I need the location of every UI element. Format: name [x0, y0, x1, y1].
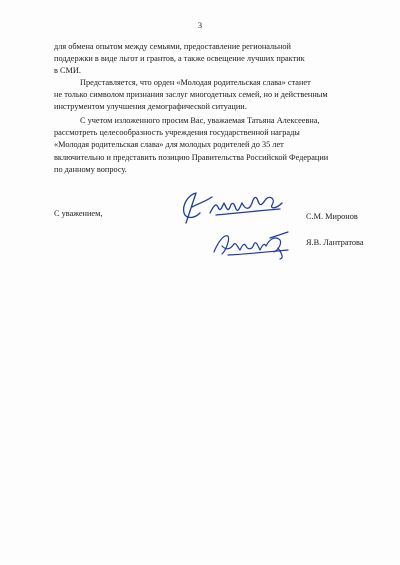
closing-salutation: С уважением, — [54, 209, 103, 218]
paragraph-order-significance — [54, 77, 357, 114]
paragraph-regional-support — [54, 41, 357, 78]
paragraph-line: поддержки в виде льгот и грантов, а также освещение лучших практик — [54, 54, 305, 64]
signer-name: Я.В. Лантратова — [306, 238, 364, 247]
paragraph-line: рассмотреть целесообразность учреждения государственной награды — [54, 128, 300, 138]
paragraph-line: не только символом признания заслуг многодетных семей, но и действенным — [54, 90, 328, 100]
page-number: 3 — [197, 20, 203, 30]
paragraph-line: для обмена опытом между семьями, предоставление региональной — [54, 42, 291, 51]
paragraph-line: в СМИ. — [54, 66, 81, 76]
paragraph-line: Представляется, что орден «Молодая родительская слава» станет — [80, 78, 311, 87]
paragraph-line: по данному вопросу. — [54, 164, 127, 174]
signature-lantratova — [208, 228, 294, 260]
paragraph-line: включительно и представить позицию Правительства Российской Федерации — [54, 152, 329, 162]
paragraph-request — [54, 115, 357, 176]
paragraph-line: С учетом изложенного просим Вас, уважаемая Татьяна Алексеевна, — [80, 116, 320, 125]
signature-mironov — [176, 185, 288, 227]
paragraph-line: «Молодая родительская слава» для молодых родителей до 35 лет — [54, 140, 284, 150]
signer-name: С.М. Миронов — [306, 212, 358, 221]
paragraph-line: инструментом улучшения демографической ситуации. — [54, 102, 247, 112]
